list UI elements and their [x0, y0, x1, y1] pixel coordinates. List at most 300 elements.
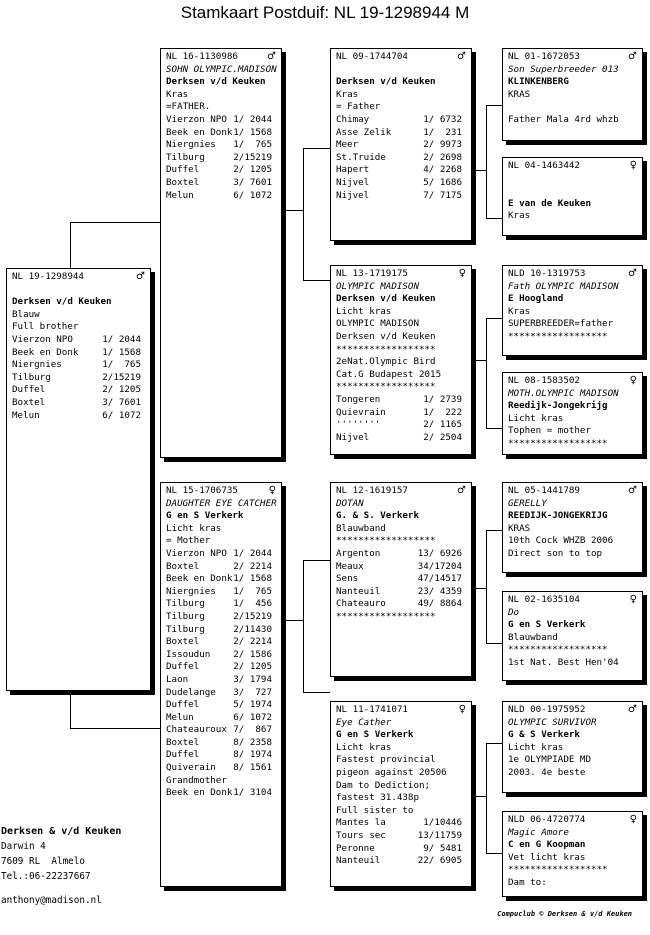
- race-location: Asse Zelik: [336, 126, 392, 138]
- card-line: [508, 101, 637, 114]
- card-line: ******************: [508, 437, 608, 449]
- card-header: [508, 51, 637, 64]
- owner-email[interactable]: anthony@madison.nl: [1, 895, 102, 906]
- connector-line: [473, 796, 486, 797]
- race-location: Hapert: [336, 164, 370, 176]
- card-line: fastest 31.438p: [336, 792, 419, 804]
- race-result: [166, 712, 276, 725]
- race-result: [166, 561, 276, 574]
- card-line: Kras: [166, 88, 189, 100]
- race-location: Duffel: [166, 749, 200, 761]
- card-line: 10th Cock WHZB 2006: [508, 535, 614, 547]
- race-placing: 1/ 1568: [233, 573, 272, 585]
- connector-line: [70, 222, 161, 223]
- card-line: Reedijk-Jongekrijg: [508, 400, 608, 412]
- connector-line: [486, 743, 487, 853]
- card-line: KLINKENBERG: [508, 76, 569, 88]
- connector-line: [486, 530, 487, 643]
- pedigree-card-mff: [502, 482, 643, 573]
- owner-street: Darwin 4: [1, 841, 46, 852]
- card-line: 2eNat.Olympic Bird: [336, 356, 436, 368]
- card-line: Cat.G Budapest 2015: [336, 368, 442, 380]
- race-placing: 8/ 2358: [233, 736, 272, 748]
- race-result: [336, 843, 466, 856]
- race-placing: 1/ 2044: [102, 333, 141, 345]
- race-placing: 3/ 7601: [102, 396, 141, 408]
- race-result: [12, 372, 145, 385]
- race-location: '''''''': [336, 419, 381, 431]
- pedigree-card-paternal-grandfather: [330, 48, 472, 241]
- pedigree-card-fff: [502, 48, 643, 141]
- card-line: OLYMPIC SURVIVOR: [508, 716, 597, 728]
- race-result: [166, 164, 276, 177]
- card-header: [508, 814, 637, 827]
- race-result: [336, 127, 466, 140]
- race-placing: 2/ 1165: [423, 419, 462, 431]
- race-placing: 1/ 3104: [233, 787, 272, 799]
- card-line: Direct son to top: [508, 547, 603, 559]
- pedigree-card-fmm: [502, 372, 643, 455]
- card-line: ******************: [336, 343, 436, 355]
- pedigree-card-mfm: [502, 591, 643, 681]
- race-result: [12, 410, 145, 423]
- race-placing: 8/ 1974: [233, 749, 272, 761]
- race-placing: 2/ 2214: [233, 636, 272, 648]
- race-location: Niergnies: [166, 585, 216, 597]
- card-line: ******************: [508, 864, 608, 876]
- footer-credit: Compuclub © Derksen & v/d Keuken: [497, 910, 632, 918]
- race-result: [166, 139, 276, 152]
- ring-number: NL 15-1706735: [166, 485, 238, 496]
- female-icon: ♀: [629, 375, 637, 386]
- race-placing: 47/14517: [417, 573, 462, 585]
- card-line: ******************: [508, 330, 608, 342]
- race-result: [166, 177, 276, 190]
- owner-address: [1, 824, 121, 908]
- race-placing: 13/11759: [417, 829, 462, 841]
- card-line: Dam to:: [508, 876, 547, 888]
- card-header: [166, 51, 276, 64]
- card-line: MOTH.OLYMPIC MADISON: [508, 387, 619, 399]
- card-line: [508, 173, 637, 186]
- card-line: ******************: [336, 610, 436, 622]
- race-placing: 23/ 4359: [417, 585, 462, 597]
- race-location: Nanteuil: [336, 585, 381, 597]
- race-result: [166, 152, 276, 165]
- race-location: St.Truide: [336, 151, 386, 163]
- connector-line: [281, 210, 303, 211]
- race-placing: 5/ 1974: [233, 699, 272, 711]
- race-location: Boxtel: [12, 396, 46, 408]
- race-placing: 2/ 2214: [233, 560, 272, 572]
- ring-number: NL 04-1463442: [508, 160, 580, 171]
- female-icon: ♀: [629, 814, 637, 825]
- card-line: Blauwband: [336, 522, 386, 534]
- race-placing: 7/ 7175: [423, 189, 462, 201]
- owner-phone: Tel.:06-22237667: [1, 871, 91, 882]
- race-location: Chateauro: [336, 598, 386, 610]
- connector-line: [486, 318, 502, 319]
- card-header: [336, 51, 466, 64]
- male-icon: ♂: [457, 51, 466, 62]
- race-placing: 1/ 2044: [233, 547, 272, 559]
- race-location: Meer: [336, 139, 359, 151]
- ring-number: NLD 10-1319753: [508, 268, 586, 279]
- ring-number: NL 01-1672053: [508, 51, 580, 62]
- male-icon: ♂: [628, 268, 637, 279]
- connector-line: [486, 318, 487, 428]
- race-result: [166, 737, 276, 750]
- race-location: Beek en Donk: [12, 346, 79, 358]
- race-result: [336, 407, 466, 420]
- pedigree-card-mmf: [502, 701, 643, 793]
- race-result: [12, 384, 145, 397]
- race-location: Argenton: [336, 547, 381, 559]
- card-header: [336, 704, 466, 717]
- card-line: KRAS: [508, 88, 531, 100]
- race-location: Nijvel: [336, 431, 370, 443]
- card-header: [508, 485, 637, 498]
- card-line: DOTAN: [336, 497, 364, 509]
- race-location: Nijvel: [336, 176, 370, 188]
- race-location: Melun: [12, 409, 40, 421]
- connector-line: [70, 222, 71, 270]
- race-location: Tilburg: [166, 610, 205, 622]
- race-placing: 1/ 1568: [233, 126, 272, 138]
- card-line: ******************: [336, 535, 436, 547]
- ring-number: NL 16-1130986: [166, 51, 238, 62]
- race-placing: 49/ 8864: [417, 598, 462, 610]
- card-line: Kras: [336, 88, 359, 100]
- race-placing: 2/15219: [233, 610, 272, 622]
- card-line: Fastest provincial: [336, 754, 436, 766]
- race-location: Duffel: [12, 384, 46, 396]
- race-location: Chimay: [336, 113, 370, 125]
- race-placing: 7/ 867: [233, 724, 272, 736]
- female-icon: ♀: [458, 268, 466, 279]
- card-line: Father Mala 4rd whzb: [508, 113, 619, 125]
- connector-line: [303, 148, 304, 280]
- pedigree-card-paternal-grandmother: [330, 265, 472, 455]
- race-location: Tilburg: [12, 371, 51, 383]
- card-line: [12, 284, 145, 297]
- race-result: [336, 139, 466, 152]
- owner-name: Derksen & v/d Keuken: [1, 826, 122, 837]
- card-line: G en S Verkerk: [336, 729, 414, 741]
- race-location: Beek en Donk: [166, 573, 233, 585]
- race-placing: 3/ 727: [233, 686, 272, 698]
- race-result: [166, 674, 276, 687]
- race-location: Nanteuil: [336, 855, 381, 867]
- race-result: [166, 598, 276, 611]
- race-result: [166, 724, 276, 737]
- race-location: Quievrain: [336, 406, 386, 418]
- connector-line: [303, 692, 330, 693]
- race-location: Tilburg: [166, 151, 205, 163]
- card-line: Blauw: [12, 308, 40, 320]
- race-placing: 34/17204: [417, 560, 462, 572]
- ring-number: NL 12-1619157: [336, 485, 408, 496]
- card-line: Full sister to: [336, 804, 414, 816]
- card-line: Licht kras: [336, 305, 392, 317]
- race-placing: 8/ 1561: [233, 762, 272, 774]
- ring-number: NL 08-1583502: [508, 375, 580, 386]
- connector-line: [303, 560, 330, 561]
- race-placing: 2/15219: [233, 151, 272, 163]
- pedigree-card-ffm: [502, 157, 643, 236]
- race-result: [166, 749, 276, 762]
- race-result: [336, 164, 466, 177]
- owner-city: 7609 RL Almelo: [1, 856, 85, 867]
- race-placing: 2/15219: [102, 371, 141, 383]
- pedigree-card-subject: [6, 268, 151, 691]
- card-line: Full brother: [12, 321, 79, 333]
- connector-line: [486, 105, 502, 106]
- race-result: [336, 419, 466, 432]
- card-line: 1st Nat. Best Hen'04: [508, 656, 619, 668]
- race-placing: 1/ 6732: [423, 113, 462, 125]
- card-line: REEDIJK-JONGEKRIJG: [508, 510, 608, 522]
- page-title: Stamkaart Postduif: NL 19-1298944 M: [180, 3, 470, 22]
- race-result: [166, 649, 276, 662]
- card-line: = Mother: [166, 535, 211, 547]
- card-line: C en G Koopman: [508, 839, 586, 851]
- pedigree-card-father: [160, 48, 282, 458]
- race-result: [336, 190, 466, 203]
- race-location: Nijvel: [336, 189, 370, 201]
- race-placing: 22/ 6905: [417, 855, 462, 867]
- race-result: [12, 334, 145, 347]
- card-line: Derksen v/d Keuken: [166, 76, 266, 88]
- race-location: Issoudun: [166, 648, 211, 660]
- ring-number: NL 19-1298944: [12, 271, 84, 282]
- race-location: Vierzon NPO: [166, 547, 227, 559]
- race-placing: 2/ 1586: [233, 648, 272, 660]
- race-result: [166, 624, 276, 637]
- connector-line: [473, 360, 486, 361]
- connector-line: [486, 428, 502, 429]
- race-placing: 1/ 765: [102, 359, 141, 371]
- race-result: [12, 397, 145, 410]
- race-placing: 13/ 6926: [417, 547, 462, 559]
- race-location: Boxtel: [166, 560, 200, 572]
- card-line: Licht kras: [166, 522, 222, 534]
- ring-number: NL 02-1635104: [508, 594, 580, 605]
- race-location: Tongeren: [336, 393, 381, 405]
- male-icon: ♂: [628, 704, 637, 715]
- race-location: Duffel: [166, 699, 200, 711]
- race-placing: 1/ 231: [423, 126, 462, 138]
- race-result: [166, 762, 276, 775]
- pedigree-card-maternal-grandfather: [330, 482, 472, 677]
- race-result: [336, 394, 466, 407]
- race-result: [336, 830, 466, 843]
- connector-line: [486, 853, 502, 854]
- race-placing: 6/ 1072: [233, 189, 272, 201]
- race-location: Mantes la: [336, 817, 386, 829]
- race-location: Vierzon NPO: [12, 333, 73, 345]
- card-line: Son Superbreeder 013: [508, 63, 619, 75]
- card-line: OLYMPIC MADISON: [336, 280, 419, 292]
- card-header: [508, 375, 637, 388]
- card-line: pigeon against 20506: [336, 766, 447, 778]
- race-location: Niergnies: [166, 139, 216, 151]
- race-location: Tours sec: [336, 829, 386, 841]
- card-header: [336, 268, 466, 281]
- race-result: [336, 152, 466, 165]
- female-icon: ♀: [268, 485, 276, 496]
- female-icon: ♀: [629, 160, 637, 171]
- race-location: Duffel: [166, 661, 200, 673]
- race-location: Boxtel: [166, 736, 200, 748]
- card-header: [508, 160, 637, 173]
- race-result: [166, 573, 276, 586]
- race-result: [336, 817, 466, 830]
- race-location: Tilburg: [166, 598, 205, 610]
- card-line: ******************: [508, 644, 608, 656]
- race-placing: 3/ 7601: [233, 176, 272, 188]
- race-placing: 9/ 5481: [423, 842, 462, 854]
- race-location: Boxtel: [166, 176, 200, 188]
- race-placing: 2/ 9973: [423, 139, 462, 151]
- race-placing: 1/ 765: [233, 139, 272, 151]
- connector-line: [70, 690, 71, 728]
- race-placing: 1/ 765: [233, 585, 272, 597]
- race-placing: 2/ 1205: [102, 384, 141, 396]
- race-result: [166, 190, 276, 203]
- male-icon: ♂: [628, 485, 637, 496]
- ring-number: NL 05-1441789: [508, 485, 580, 496]
- race-placing: 2/ 2698: [423, 151, 462, 163]
- race-result: [12, 347, 145, 360]
- female-icon: ♀: [629, 594, 637, 605]
- card-line: 2003. 4e beste: [508, 766, 586, 778]
- card-line: SOHN OLYMPIC.MADISON: [166, 63, 277, 75]
- race-result: [336, 573, 466, 586]
- card-line: Blauwband: [508, 631, 558, 643]
- card-line: Grandmother: [166, 774, 227, 786]
- race-placing: 2/ 1205: [233, 164, 272, 176]
- card-line: Derksen v/d Keuken: [336, 330, 436, 342]
- card-line: 1e OLYMPIADE MD: [508, 754, 591, 766]
- race-location: Vierzon NPO: [166, 113, 227, 125]
- pedigree-card-maternal-grandmother: [330, 701, 472, 887]
- race-result: [336, 561, 466, 574]
- race-placing: 1/ 222: [423, 406, 462, 418]
- ring-number: NL 13-1719175: [336, 268, 408, 279]
- race-location: Duffel: [166, 164, 200, 176]
- male-icon: ♂: [136, 271, 145, 282]
- male-icon: ♂: [628, 51, 637, 62]
- race-result: [166, 127, 276, 140]
- race-location: Melun: [166, 711, 194, 723]
- card-line: Do: [508, 606, 520, 618]
- race-location: Chateauroux: [166, 724, 227, 736]
- race-placing: 2/ 2504: [423, 431, 462, 443]
- race-placing: 6/ 1072: [102, 409, 141, 421]
- connector-line: [303, 560, 304, 692]
- race-location: Laon: [166, 673, 189, 685]
- card-line: DAUGHTER EYE CATCHER: [166, 497, 277, 509]
- race-result: [166, 699, 276, 712]
- race-placing: 2/ 1205: [233, 661, 272, 673]
- race-location: Meaux: [336, 560, 364, 572]
- ring-number: NL 11-1741071: [336, 704, 408, 715]
- card-line: Derksen v/d Keuken: [12, 296, 112, 308]
- race-result: [336, 177, 466, 190]
- pedigree-card-fmf: [502, 265, 643, 356]
- race-result: [12, 359, 145, 372]
- male-icon: ♂: [457, 485, 466, 496]
- race-result: [336, 432, 466, 445]
- race-location: Dudelange: [166, 686, 216, 698]
- race-location: Quiverain: [166, 762, 216, 774]
- race-result: [166, 787, 276, 800]
- card-line: G & S Verkerk: [508, 729, 580, 741]
- connector-line: [486, 743, 502, 744]
- race-placing: 2/11430: [233, 623, 272, 635]
- card-line: Kras: [508, 305, 531, 317]
- card-line: Tophen = mother: [508, 425, 591, 437]
- card-header: [12, 271, 145, 284]
- race-result: [336, 855, 466, 868]
- connector-line: [473, 170, 486, 171]
- connector-line: [473, 588, 486, 589]
- connector-line: [486, 105, 487, 218]
- race-location: Niergnies: [12, 359, 62, 371]
- card-line: Vet licht kras: [508, 851, 586, 863]
- card-line: G en S Verkerk: [166, 510, 244, 522]
- race-placing: 4/ 2268: [423, 164, 462, 176]
- connector-line: [70, 728, 161, 729]
- card-line: KRAS: [508, 522, 531, 534]
- card-header: [166, 485, 276, 498]
- pedigree-card-mother: [160, 482, 282, 887]
- connector-line: [486, 643, 502, 644]
- card-line: [336, 64, 466, 77]
- race-result: [166, 636, 276, 649]
- card-line: Licht kras: [508, 412, 564, 424]
- race-location: Beek en Donk: [166, 787, 233, 799]
- card-line: Licht kras: [336, 741, 392, 753]
- card-line: Eye Cather: [336, 716, 392, 728]
- connector-line: [486, 218, 502, 219]
- connector-line: [303, 148, 330, 149]
- race-result: [166, 611, 276, 624]
- ring-number: NL 09-1744704: [336, 51, 408, 62]
- male-icon: ♂: [267, 51, 276, 62]
- card-line: =FATHER.: [166, 101, 211, 113]
- card-line: G. & S. Verkerk: [336, 510, 419, 522]
- race-result: [166, 661, 276, 674]
- card-line: SUPERBREEDER=father: [508, 318, 614, 330]
- race-placing: 1/ 2739: [423, 393, 462, 405]
- race-location: Melun: [166, 189, 194, 201]
- connector-line: [281, 620, 303, 621]
- card-line: E Hoogland: [508, 293, 564, 305]
- race-location: Tilburg: [166, 623, 205, 635]
- race-result: [166, 687, 276, 700]
- card-line: OLYMPIC MADISON: [336, 318, 419, 330]
- race-placing: 5/ 1686: [423, 176, 462, 188]
- race-result: [166, 114, 276, 127]
- race-placing: 1/ 2044: [233, 113, 272, 125]
- card-header: [336, 485, 466, 498]
- connector-line: [303, 280, 330, 281]
- card-line: Magic Amore: [508, 826, 569, 838]
- pedigree-card-mmm: [502, 811, 643, 897]
- race-location: Sens: [336, 573, 359, 585]
